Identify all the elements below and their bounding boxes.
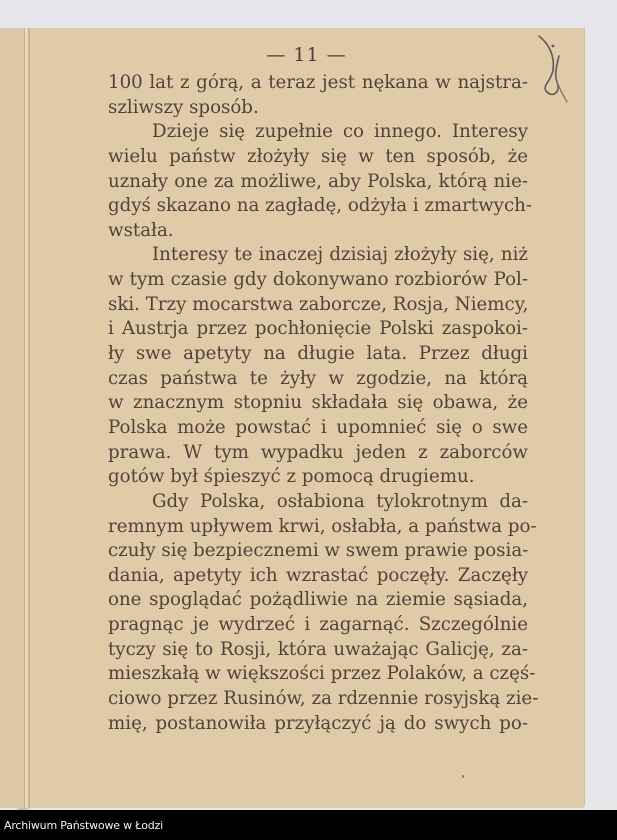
text-line: prawa. W tym wypadku jeden z zaborców bbox=[108, 441, 528, 463]
text-line: 100 lat z górą, a teraz jest nękana w najstra- bbox=[108, 72, 528, 93]
text-line: Gdy Polska, osłabiona tylokrotnym da- bbox=[152, 490, 528, 512]
text-line: one spoglądać pożądliwie na ziemie sąsiada, bbox=[108, 589, 528, 611]
archive-name: Archiwum Państwowe w Łodzi bbox=[4, 819, 163, 832]
page-number: — 11 — bbox=[266, 44, 347, 66]
footer-bar bbox=[0, 810, 617, 840]
body-text bbox=[108, 71, 539, 736]
text-line: wielu państw złożyły się w ten sposób, że bbox=[108, 145, 528, 167]
text-line: pragnąc je wydrzeć i zagarnąć. Szczególnie bbox=[108, 614, 528, 636]
previous-page-edge bbox=[0, 28, 24, 808]
text-line: Polska może powstać i upomnieć się o swe bbox=[108, 416, 528, 438]
text-line: w znacznym stopniu składała się obawa, że bbox=[108, 392, 528, 414]
text-line: dania, apetyty ich wzrastać poczęły. Zaczęły bbox=[108, 564, 528, 586]
text-line: wstała. bbox=[108, 219, 174, 241]
text-line: czuły się bezpiecznemi w swem prawie posia- bbox=[108, 540, 529, 562]
text-line: mieszkałą w większości przez Polaków, a częś- bbox=[108, 663, 536, 685]
text-line: Dzieje się zupełnie co innego. Interesy bbox=[152, 121, 528, 143]
text-line: czas państwa te żyły w zgodzie, na którą bbox=[108, 367, 528, 389]
paper-speck bbox=[462, 775, 464, 778]
text-line: ły swe apetyty na długie lata. Przez długi bbox=[108, 343, 528, 365]
text-line: mię, postanowiła przyłączyć ją do swych po- bbox=[108, 712, 528, 734]
text-line: i Austrja przez pochłonięcie Polski zaspokoi- bbox=[108, 318, 528, 340]
text-line: tyczy się to Rosji, która uważając Galicję, za- bbox=[108, 638, 528, 660]
text-line: uznały one za możliwe, aby Polska, którą nie- bbox=[108, 170, 528, 192]
text-line: remnym upływem krwi, osłabła, a państwa po- bbox=[108, 515, 537, 537]
text-line: gdyś skazano na zagładę, odżyła i zmartwych- bbox=[108, 195, 532, 217]
text-line: ciowo przez Rusinów, za rdzennie rosyjską zie- bbox=[108, 688, 539, 710]
handwritten-page-mark-icon bbox=[535, 34, 575, 104]
text-line: Interesy te inaczej dzisiaj złożyły się, niż bbox=[152, 244, 528, 266]
text-line: w tym czasie gdy dokonywano rozbiorów Pol- bbox=[108, 269, 528, 291]
text-line: szliwszy sposób. bbox=[108, 96, 259, 118]
text-line: ski. Trzy mocarstwa zaborcze, Rosja, Niemcy, bbox=[108, 293, 529, 315]
text-line: gotów był śpieszyć z pomocą drugiemu. bbox=[108, 466, 475, 488]
